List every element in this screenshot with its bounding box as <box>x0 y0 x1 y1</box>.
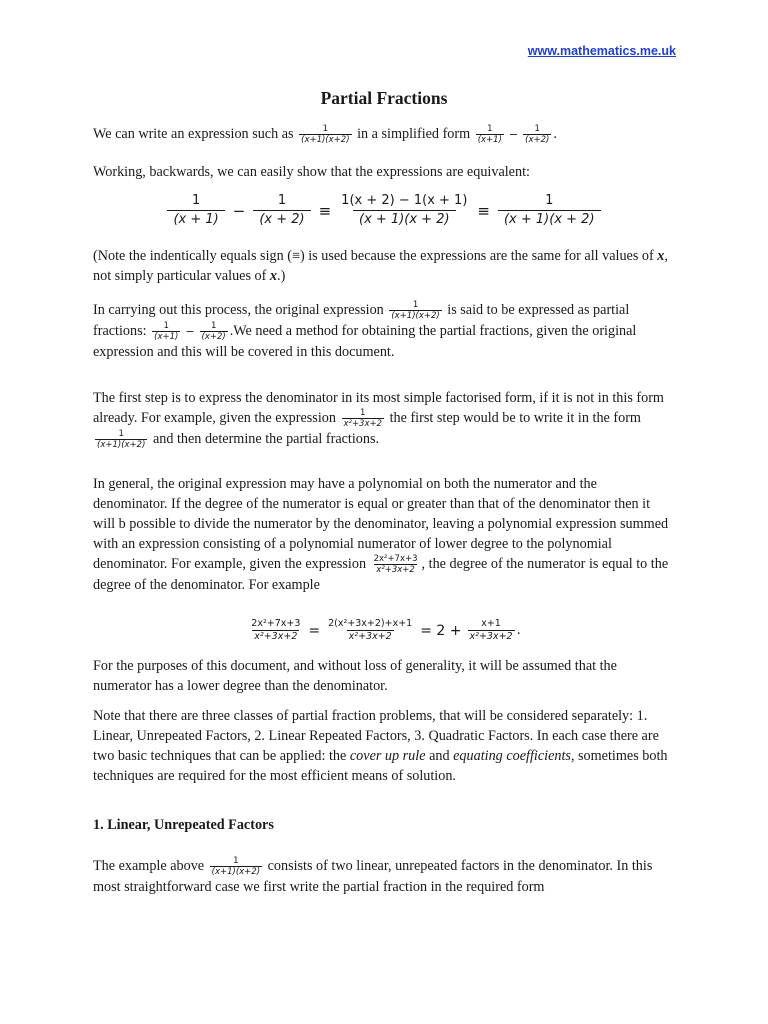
division-equation: $\frac{\text{2x²+7x+3}}{\text{x²+3x+2}}$ = $\frac{\text{2(x²+3x+2)+x+1}}{\text{x²+3x+2}}$ = 2 + $\frac{x+1}{\text{x²+3x+2}}$ . <box>251 618 521 642</box>
fraction-partial-a: $\frac{1}{(x+1)}$ <box>154 321 179 343</box>
fraction-original: $\frac{1}{(x+1)(x+2)}$ <box>211 856 261 878</box>
equivalence-equation: $\frac{1}{(x + 1)}$ − $\frac{1}{(x + 2)}$ ≡ $\frac{1(x + 2) - 1(x + 1)}{(x + 1)(x + 2)}$ ≡ $\frac{1}{(x + 1)(x + 2)}$ <box>0 192 768 229</box>
paragraph-general: In general, the original expression may have a polynomial on both the numerator and the denominator. If the degree of the numerator is equal or greater than that of the denominator then it will b possible to divide the numerator by the denominator, leaving a polynomial expression summed with an expression consisting of a polynomial numerator of lower degree to the polynomial denominator. For example, given the expression $\frac{\text{2x²+7x+3}}{\text{x²+3x+2}}$ , the degree of the numerator is equal to the degree of the denominator. For example <box>93 476 669 594</box>
div-fraction-3: $\frac{x+1}{\text{x²+3x+2}}$ <box>469 618 513 642</box>
paragraph-example: The example above $\frac{1}{(x+1)(x+2)}$ consists of two linear, unrepeated factors in the denominator. In this most straightforward case we first write the partial fraction in the required form <box>93 856 653 896</box>
fraction-partial-b: $\frac{1}{(x+2)}$ <box>525 124 550 146</box>
div-fraction-1: $\frac{\text{2x²+7x+3}}{\text{x²+3x+2}}$ <box>251 618 301 642</box>
fraction-partial-a: $\frac{1}{(x+1)}$ <box>477 124 502 146</box>
website-url-link[interactable]: www.mathematics.me.uk <box>527 44 676 58</box>
intro-text-b: in a simplified form <box>357 126 471 142</box>
div-fraction-2: $\frac{\text{2(x²+3x+2)+x+1}}{\text{x²+3x+2}}$ <box>328 618 413 642</box>
fraction-partial-b: $\frac{1}{(x+2)}$ <box>201 321 226 343</box>
paragraph-working: Working, backwards, we can easily show that the expressions are equivalent: <box>93 164 530 180</box>
eq-fraction-4: $\frac{1}{(x + 1)(x + 2)}$ <box>498 192 601 229</box>
paragraph-note: (Note the indentically equals sign (≡) is used because the expressions are the same for all values of x, not simply particular values of x.) <box>93 248 668 284</box>
section-heading-linear-unrepeated: 1. Linear, Unrepeated Factors <box>93 817 274 833</box>
paragraph-process: In carrying out this process, the original expression $\frac{1}{(x+1)(x+2)}$ is said to be expressed as partial fractions: $\frac{1}{(x+1)}$ − $\frac{1}{(x+2)}$ .We need a method for obtaining the partial fractions, given the original expression and this will be covered in this document. <box>93 300 637 361</box>
eq-fraction-2: $\frac{1}{(x + 2)}$ <box>253 192 310 229</box>
fraction-quadratic: $\frac{1}{\text{x²+3x+2}}$ <box>343 408 383 430</box>
fraction-original: $\frac{1}{(x+1)(x+2)}$ <box>391 300 440 322</box>
paragraph-classes: Note that there are three classes of partial fraction problems, that will be considered separately: 1. Linear, Unrepeated Factors, 2. Linear Repeated Factors, 3. Quadratic Factors. In each case there are two basic techniques that can be applied: the cover up rule and equating coefficients, sometimes both techniques are required for the most efficient means of solution. <box>93 708 668 784</box>
page-title: Partial Fractions <box>320 88 448 108</box>
paragraph-first-step: The first step is to express the denominator in its most simple factorised form, if it is not in this form already. For example, given the expression $\frac{1}{\text{x²+3x+2}}$ the first step would be to write it in the form $\frac{1}{(x+1)(x+2)}$ and then determine the partial fractions. <box>93 390 664 451</box>
fraction-original: $\frac{1}{(x+1)(x+2)}$ <box>301 124 350 146</box>
fraction-improper: $\frac{\text{2x²+7x+3}}{\text{x²+3x+2}}$ <box>373 554 418 576</box>
paragraph-intro: We can write an expression such as $\frac{1}{(x+1)(x+2)}$ in a simplified form $\frac{1}{(x+1)}$ − $\frac{1}{(x+2)}$ . <box>93 124 557 146</box>
paragraph-assumption: For the purposes of this document, and without loss of generality, it will be assumed that the numerator has a lower degree than the denominator. <box>93 658 617 694</box>
intro-text-a: We can write an expression such as <box>93 126 294 142</box>
eq-fraction-3: $\frac{1(x + 2) - 1(x + 1)}{(x + 1)(x + 2)}$ <box>341 193 468 227</box>
fraction-original: $\frac{1}{(x+1)(x+2)}$ <box>97 429 146 451</box>
eq-fraction-1: $\frac{1}{(x + 1)}$ <box>167 192 224 229</box>
